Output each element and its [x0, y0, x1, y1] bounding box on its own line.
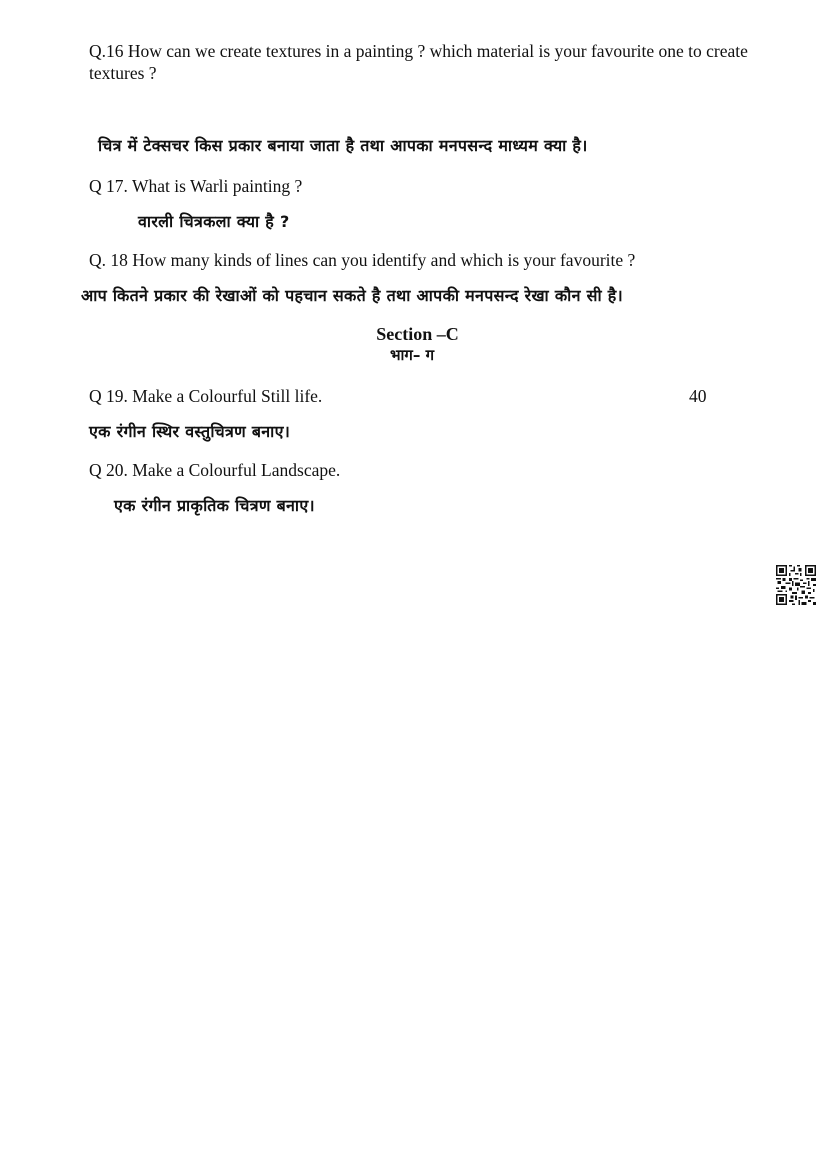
question-19-english: Q 19. Make a Colourful Still life.: [89, 386, 323, 406]
question-20-english: Q 20. Make a Colourful Landscape.: [89, 460, 341, 480]
section-c-heading: Section –C: [376, 324, 459, 344]
question-19-marks: 40: [689, 386, 707, 406]
question-18-hindi: आप कितने प्रकार की रेखाओं को पहचान सकते है तथा आपकी मनपसन्द रेखा कौन सी है।: [81, 286, 623, 305]
question-19-hindi: एक रंगीन स्थिर वस्तुचित्रण बनाए।: [89, 422, 291, 441]
question-17-hindi: वारली चित्रकला क्या है ?: [138, 212, 290, 231]
question-18-english: Q. 18 How many kinds of lines can you identify and which is your favourite ?: [89, 250, 636, 270]
question-20-hindi: एक रंगीन प्राकृतिक चित्रण बनाए।: [114, 496, 315, 515]
section-c-heading-hindi: भाग– ग: [389, 346, 435, 364]
question-17-english: Q 17. What is Warli painting ?: [89, 176, 303, 196]
question-16-english: Q.16 How can we create textures in a painting ? which material is your favourite one to create textures ?: [89, 41, 748, 83]
qr-code-icon: [776, 565, 816, 605]
question-16-hindi: चित्र में टेक्सचर किस प्रकार बनाया जाता है तथा आपका मनपसन्द माध्यम क्या है।: [98, 136, 588, 155]
